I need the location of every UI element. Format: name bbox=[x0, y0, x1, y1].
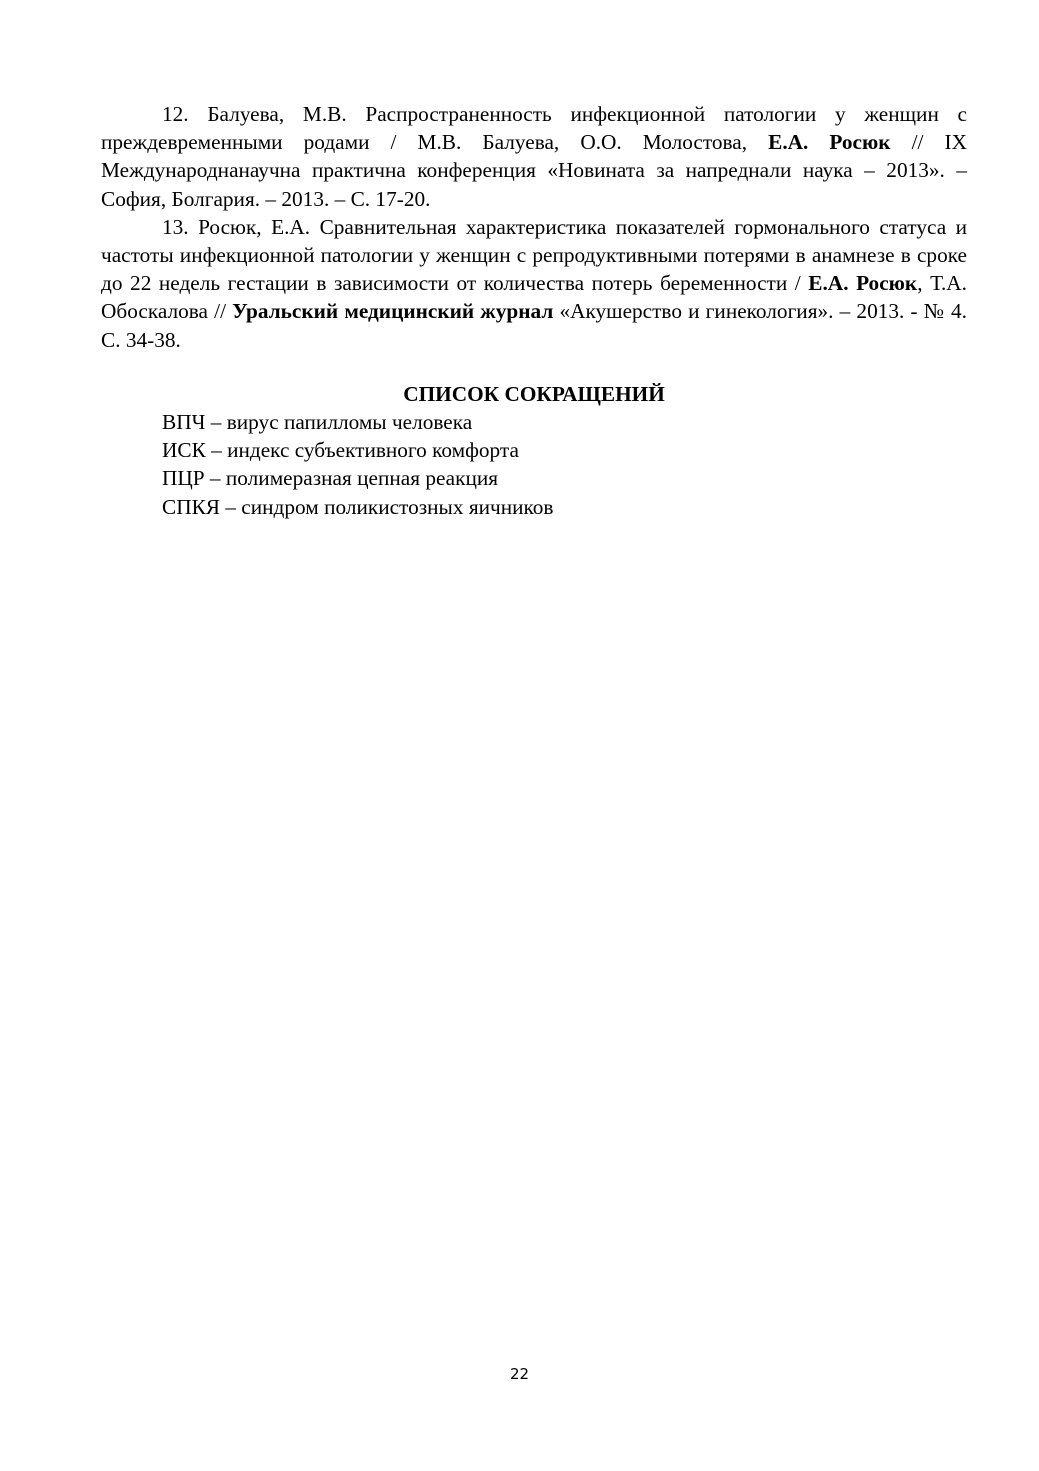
reference-number: 12. bbox=[162, 102, 189, 126]
page-content bbox=[101, 100, 967, 521]
abbreviation-item: ПЦР – полимеразная цепная реакция bbox=[162, 466, 499, 491]
reference-text: Росюк, Е.А. Сравнительная характеристика показателей гормонального статуса и частоты инфекционной патологии у женщин с репродуктивными потерями в анамнезе в сроке до 22 недель гестации в зависимости от количества потерь беременности / bbox=[101, 214, 967, 296]
reference-text: «Акушерство и гинекология». – 2013. - № 4. С. 34-38. bbox=[101, 299, 968, 352]
abbreviation-item: СПКЯ – синдром поликистозных яичников bbox=[162, 494, 554, 519]
reference-author-bold: Е.А. Росюк bbox=[768, 130, 891, 155]
reference-text: , Т.А. Обоскалова // bbox=[101, 271, 967, 324]
abbreviations-list bbox=[101, 408, 967, 521]
reference-13 bbox=[101, 213, 967, 354]
page-number: 22 bbox=[509, 1365, 530, 1383]
abbreviation-item: ВПЧ – вирус папилломы человека bbox=[162, 410, 473, 435]
abbreviations-title: СПИСОК СОКРАЩЕНИЙ bbox=[403, 381, 665, 406]
reference-text: // IX Международнанаучна практична конференция «Новината за напреднали наука – 2013». – София, Болгария. – 2013. – С. 17-20. bbox=[101, 130, 968, 211]
reference-journal-bold: Уральский медицинский журнал bbox=[232, 299, 554, 324]
reference-text: Балуева, М.В. Распространенность инфекционной патологии у женщин с преждевременными родами / М.В. Балуева, О.О. Молостова, bbox=[101, 102, 967, 155]
reference-author-bold: Е.А. Росюк bbox=[808, 271, 918, 296]
reference-12 bbox=[101, 100, 967, 213]
abbreviation-item: ИСК – индекс субъективного комфорта bbox=[162, 438, 519, 463]
reference-number: 13. bbox=[162, 214, 189, 239]
